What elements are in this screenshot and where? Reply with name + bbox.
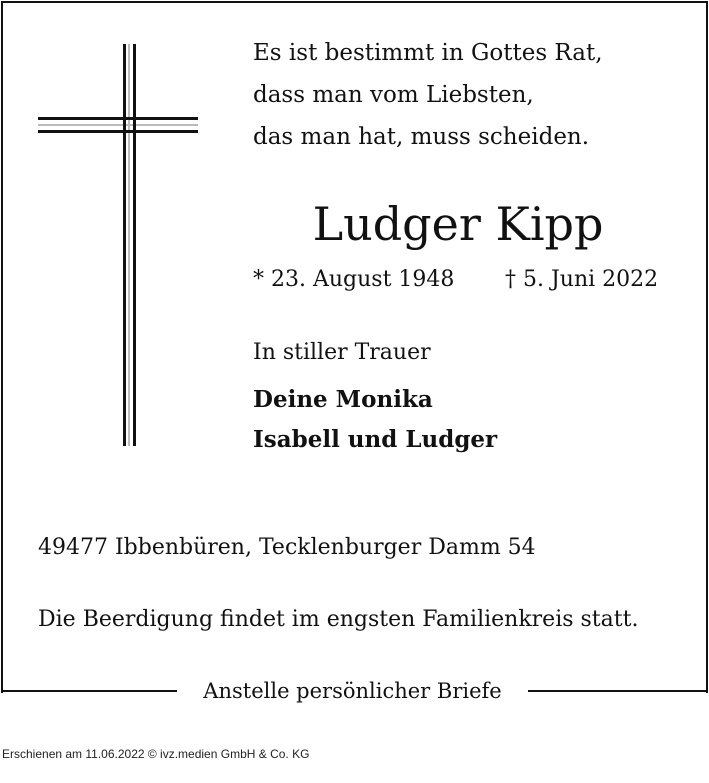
poem-line: Es ist bestimmt in Gottes Rat, (253, 40, 603, 66)
mourner-name: Deine Monika (253, 386, 433, 413)
deceased-name: Ludger Kipp (312, 197, 604, 251)
cross-icon (38, 44, 198, 446)
mourner-list (253, 380, 497, 460)
address: 49477 Ibbenbüren, Tecklenburger Damm 54 (38, 535, 536, 560)
bottom-rule-right (528, 690, 708, 692)
poem (253, 32, 603, 158)
poem-line: das man hat, muss scheiden. (253, 124, 590, 150)
publication-footer: Erschienen am 11.06.2022 © ivz.medien GmbH & Co. KG (2, 747, 310, 761)
death-date: † 5. Juni 2022 (505, 267, 659, 292)
birth-date: * 23. August 1948 (253, 267, 455, 292)
bottom-rule-left (1, 690, 177, 692)
funeral-note: Die Beerdigung findet im engsten Familienkreis statt. (38, 607, 639, 632)
poem-line: dass man vom Liebsten, (253, 82, 534, 108)
bottom-caption: Anstelle persönlicher Briefe (203, 679, 502, 703)
mourner-name: Isabell und Ludger (253, 426, 498, 453)
mourning-intro: In stiller Trauer (253, 340, 431, 365)
